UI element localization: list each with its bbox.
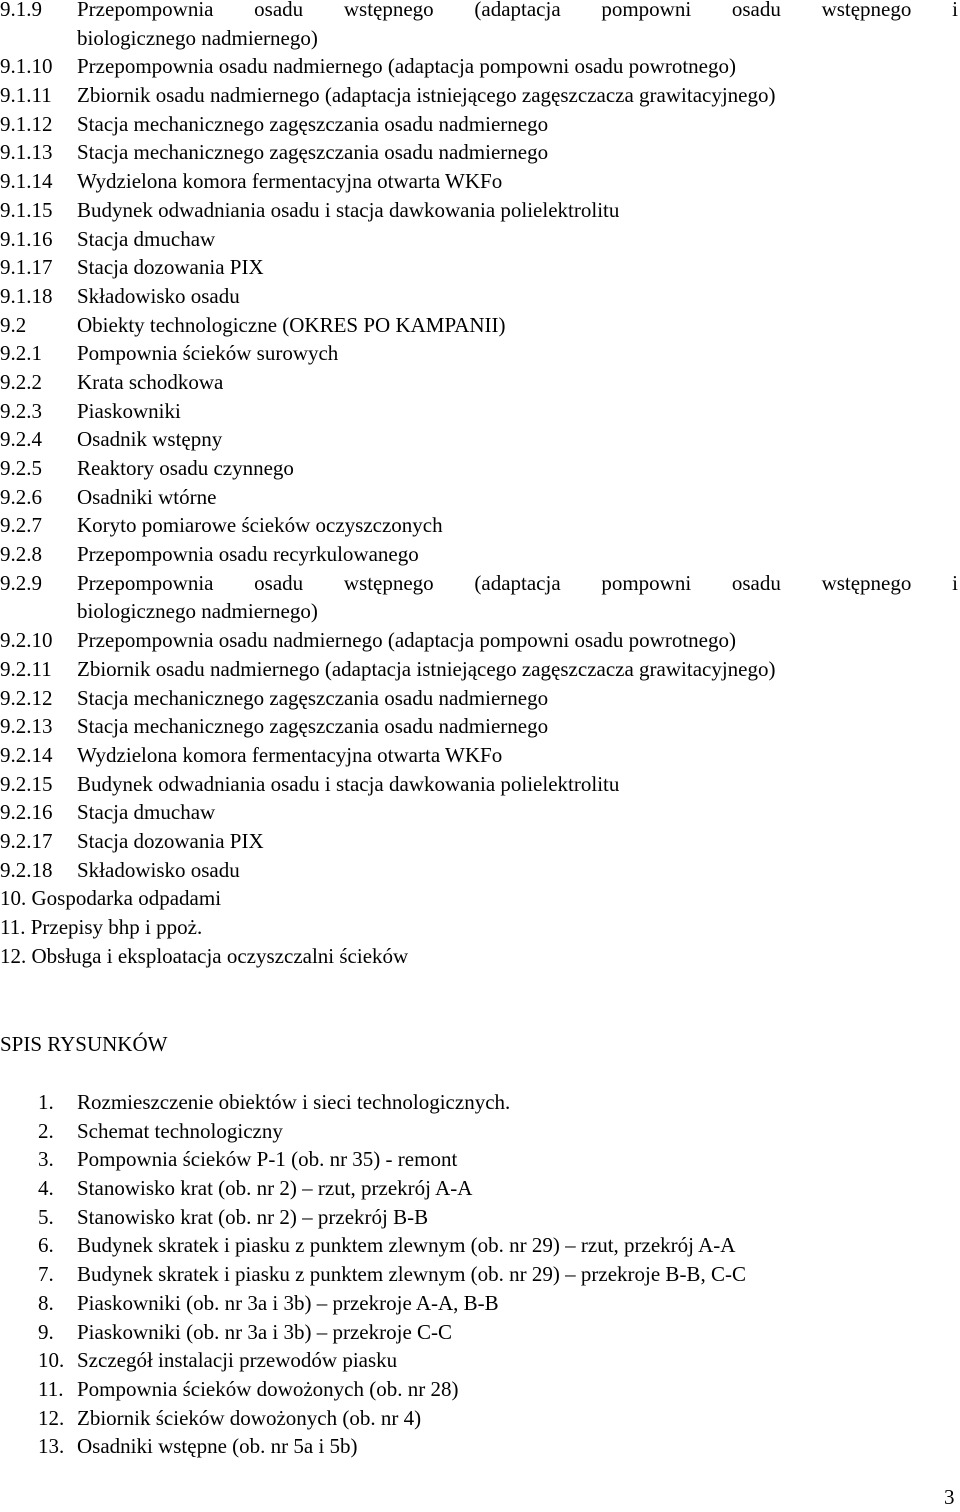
toc-entry-number: 9.2.17 — [0, 828, 53, 853]
toc-entry-number: 9.2.11 — [0, 656, 52, 681]
figure-list-item — [38, 1404, 746, 1433]
figure-number: 7. — [38, 1262, 54, 1287]
toc-entry-title: Przepompownia osadu wstępnego (adaptacja pompowni osadu wstępnego i — [77, 570, 958, 595]
toc-entry-number: 9.2 — [0, 312, 27, 337]
figure-title: Pompownia ścieków P-1 (ob. nr 35) - remont — [77, 1147, 458, 1172]
toc-entry-number: 9.2.5 — [0, 456, 42, 480]
toc-entry-title: Budynek odwadniania osadu i stacja dawkowania polielektrolitu — [77, 197, 620, 222]
toc-entry-title: Składowisko osadu — [77, 283, 240, 308]
toc-entry-number: 9.1.15 — [0, 197, 53, 222]
toc-entry-number: 9.2.7 — [0, 513, 42, 538]
toc-entry-number: 9.2.4 — [0, 427, 42, 452]
toc-entry-number: 9.2.3 — [0, 398, 42, 423]
toc-entry — [0, 225, 958, 254]
toc-entry-number: 9.2.10 — [0, 628, 53, 653]
toc-entry-number: 9.2.18 — [0, 857, 53, 882]
toc-entry-title: Stacja dozowania PIX — [77, 828, 264, 853]
toc-entry — [0, 770, 958, 799]
figure-list-item — [38, 1203, 746, 1232]
toc-entry-number: 9.2.12 — [0, 685, 53, 710]
toc-entry-title: Stacja dozowania PIX — [77, 255, 264, 280]
toc-entry-title: Stacja mechanicznego zagęszczania osadu nadmiernego — [77, 140, 549, 165]
toc-entry-number: 9.1.14 — [0, 169, 53, 194]
figure-title: Pompownia ścieków dowożonych (ob. nr 28) — [77, 1376, 459, 1401]
toc-entry-title: Przepompownia osadu recyrkulowanego — [77, 542, 419, 567]
toc-entry — [0, 138, 958, 167]
figure-title: Osadniki wstępne (ob. nr 5a i 5b) — [77, 1434, 358, 1459]
toc-entry-title: Stacja dmuchaw — [77, 800, 216, 825]
figure-number: 13. — [38, 1434, 65, 1459]
figure-list-item — [38, 1088, 746, 1117]
toc-entry — [0, 827, 958, 856]
toc-entry — [0, 626, 958, 655]
toc-entry-title: Obiekty technologiczne (OKRES PO KAMPANII) — [77, 312, 506, 337]
toc-entry-title: Zbiornik osadu nadmiernego (adaptacja istniejącego zagęszczacza grawitacyjnego) — [77, 656, 776, 681]
toc-entry-title: Zbiornik osadu nadmiernego (adaptacja istniejącego zagęszczacza grawitacyjnego) — [77, 83, 776, 108]
toc-entry-number: 9.2.6 — [0, 484, 42, 509]
figure-list-item — [38, 1289, 746, 1318]
toc-entry — [0, 0, 958, 24]
toc-entry-title: Reaktory osadu czynnego — [77, 456, 294, 480]
toc-entry-title: Budynek odwadniania osadu i stacja dawkowania polielektrolitu — [77, 771, 620, 796]
figure-number: 1. — [38, 1090, 54, 1114]
figure-title: Piaskowniki (ob. nr 3a i 3b) – przekroje C-C — [77, 1319, 453, 1344]
toc-entry-number: 9.2.8 — [0, 542, 42, 567]
toc-entry — [0, 282, 958, 311]
figure-number: 2. — [38, 1118, 54, 1143]
toc-entry-title: Składowisko osadu — [77, 857, 240, 882]
toc-entry-number: 9.2.13 — [0, 714, 53, 739]
toc-entry-title: Wydzielona komora fermentacyjna otwarta WKFo — [77, 169, 503, 194]
toc-entry-number: 9.1.13 — [0, 140, 53, 165]
figure-title: Schemat technologiczny — [77, 1118, 283, 1143]
toc-entry-title: Stacja mechanicznego zagęszczania osadu nadmiernego — [77, 111, 549, 136]
toc-entry — [0, 253, 958, 282]
page-number: 3 — [944, 1485, 955, 1509]
toc-entry — [0, 856, 958, 885]
toc-entry — [0, 52, 958, 81]
toc-entry — [0, 425, 958, 454]
figure-number: 5. — [38, 1204, 54, 1229]
figure-list-item — [38, 1117, 746, 1146]
toc-entry — [0, 196, 958, 225]
toc-entry-title: Przepompownia osadu nadmiernego (adaptacja pompowni osadu powrotnego) — [77, 54, 736, 79]
toc-entry-number: 9.2.9 — [0, 570, 42, 595]
figure-title: Budynek skratek i piasku z punktem zlewnym (ob. nr 29) – przekroje B-B, C-C — [77, 1262, 746, 1287]
toc-entry-title: Przepompownia osadu wstępnego (adaptacja pompowni osadu wstępnego i — [77, 0, 958, 21]
figure-list-item — [38, 1260, 746, 1289]
toc-entry-title: Wydzielona komora fermentacyjna otwarta WKFo — [77, 742, 503, 767]
figure-number: 6. — [38, 1233, 54, 1258]
figure-number: 8. — [38, 1290, 54, 1315]
toc-entry — [0, 569, 958, 598]
toc-entry-title: Piaskowniki — [77, 398, 181, 423]
toc-entry — [0, 368, 958, 397]
toc-entry — [0, 741, 958, 770]
toc-chapter: 10. Gospodarka odpadami — [0, 886, 222, 911]
toc-entry-number: 9.1.16 — [0, 226, 53, 251]
toc-entry-number: 9.2.15 — [0, 771, 53, 796]
toc-entry — [0, 110, 958, 139]
figure-number: 10. — [38, 1348, 65, 1373]
toc-chapter: 12. Obsługa i eksploatacja oczyszczalni ścieków — [0, 943, 409, 968]
toc-entry — [0, 311, 958, 340]
figure-title: Piaskowniki (ob. nr 3a i 3b) – przekroje A-A, B-B — [77, 1290, 499, 1315]
toc-entry-number: 9.1.10 — [0, 54, 53, 79]
toc-entry — [0, 712, 958, 741]
figure-list-item — [38, 1432, 746, 1461]
toc-entry — [0, 167, 958, 196]
toc-entry — [0, 483, 958, 512]
toc-entry — [0, 511, 958, 540]
toc-entry-title: Pompownia ścieków surowych — [77, 341, 339, 366]
figure-title: Stanowisko krat (ob. nr 2) – przekrój B-B — [77, 1204, 429, 1229]
toc-entry — [0, 339, 958, 368]
figure-number: 12. — [38, 1405, 65, 1430]
toc-entry — [0, 397, 958, 426]
toc-entry-title: Osadniki wtórne — [77, 484, 217, 509]
toc-entry-number: 9.1.18 — [0, 283, 53, 308]
figure-title: Stanowisko krat (ob. nr 2) – rzut, przekrój A-A — [77, 1176, 473, 1201]
figure-number: 11. — [38, 1376, 64, 1401]
toc-entry-title: Koryto pomiarowe ścieków oczyszczonych — [77, 513, 443, 538]
toc-entry — [0, 454, 958, 483]
figure-number: 9. — [38, 1319, 54, 1344]
toc-entry — [0, 798, 958, 827]
toc-entry — [0, 540, 958, 569]
toc-entry — [0, 684, 958, 713]
toc-entry-number: 9.1.12 — [0, 111, 53, 136]
figure-list-item — [38, 1346, 746, 1375]
figure-title: Szczegół instalacji przewodów piasku — [77, 1348, 398, 1373]
figure-title: Rozmieszczenie obiektów i sieci technologicznych. — [77, 1090, 511, 1114]
toc-entry-number: 9.2.14 — [0, 742, 53, 767]
toc-chapter: 11. Przepisy bhp i ppoż. — [0, 915, 203, 939]
toc-entry-number: 9.1.9 — [0, 0, 42, 21]
toc-entry-continuation: biologicznego nadmiernego) — [77, 599, 318, 624]
toc-entry-title: Stacja dmuchaw — [77, 226, 216, 251]
figure-number: 4. — [38, 1176, 54, 1201]
figure-title: Zbiornik ścieków dowożonych (ob. nr 4) — [77, 1405, 422, 1430]
figures-list — [38, 1088, 746, 1461]
toc-entry-title: Przepompownia osadu nadmiernego (adaptacja pompowni osadu powrotnego) — [77, 628, 736, 653]
toc-entry-number: 9.2.1 — [0, 341, 42, 366]
figure-title: Budynek skratek i piasku z punktem zlewnym (ob. nr 29) – rzut, przekrój A-A — [77, 1233, 736, 1258]
toc-entry-title: Osadnik wstępny — [77, 427, 223, 452]
toc-entry-number: 9.1.11 — [0, 83, 52, 108]
figure-list-item — [38, 1231, 746, 1260]
figures-heading: SPIS RYSUNKÓW — [0, 1032, 168, 1056]
toc-entry-number: 9.2.2 — [0, 369, 42, 394]
toc-entry — [0, 655, 958, 684]
toc-entry — [0, 81, 958, 110]
toc-entry-title: Stacja mechanicznego zagęszczania osadu nadmiernego — [77, 685, 549, 710]
figure-list-item — [38, 1318, 746, 1347]
figure-number: 3. — [38, 1147, 54, 1172]
figure-list-item — [38, 1375, 746, 1404]
toc-entry-title: Stacja mechanicznego zagęszczania osadu nadmiernego — [77, 714, 549, 739]
figure-list-item — [38, 1174, 746, 1203]
toc-entry-number: 9.2.16 — [0, 800, 53, 825]
toc-entry-title: Krata schodkowa — [77, 369, 224, 394]
toc-entry-number: 9.1.17 — [0, 255, 53, 280]
figure-list-item — [38, 1145, 746, 1174]
toc-entry-continuation: biologicznego nadmiernego) — [77, 25, 318, 50]
